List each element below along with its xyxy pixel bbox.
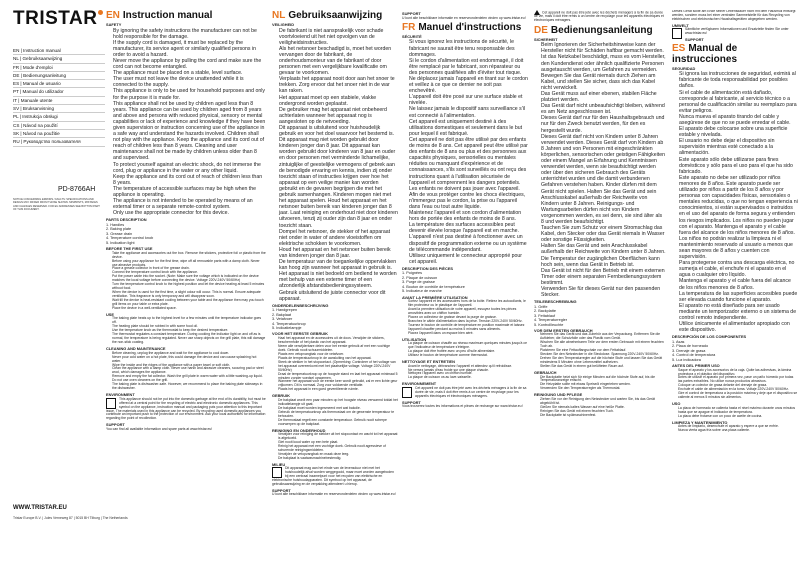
list-item: • This appliance shall not be used by children aged less than 8 years. This appliance can be used by children aged from 8 years and above and persons with reduced physical, sensory or mental capabilities or lack of experience and knowledge if they have been given supervision or instruction concerning use of the appliance in a safe way and understand the hazards involved. Children shall not play with the appliance. Keep the appliance and its cord out of reach of children less than 8 years. Cleaning and user maintenance shall not be made by children unless older than 8 and supervised. xyxy=(113,101,266,162)
es-heading: ES Manual de instrucciones xyxy=(672,42,738,65)
en-parts-heading: PARTS DESCRIPTION xyxy=(106,217,147,223)
list-item: • Coloque un colector de grasa delante del drenaje de grasa. xyxy=(678,384,798,388)
list-item: • Plaats het apparaat in een goed geventileerde ruimte. xyxy=(278,388,398,392)
list-item: • Dieses Gerät darf nicht von Kindern unter 8 Jahren verwendet werden. Dieses Gerät darf von Kindern ab 8 Jahren und von Personen mit eingeschränkten körperlichen, sensorischen oder geistigen Fähigkeiten oder einem Mangel an Erfahrung und Kenntnissen verwendet werden, wenn sie beaufsichtigt werden oder über den sicheren Gebrauch des Geräts unterrichtet wurden und die damit verbundenen Gefahren verstehen haben. Kinder dürfen mit dem Gerät nicht spielen. Halten Sie das Gerät und sein Anschlusskabel außerhalb der Reichweite von Kindern unter 8 Jahren. Reinigungs- und Wartungsarbeiten dürfen nicht von Kindern vorgenommen werden, es sei denn, sie sind älter als 8 und werden beaufsichtigt. xyxy=(541,134,666,225)
nl-support-text: U kunt alle beschikbare informatie en reserveonderdelen vinden op www.tristar.eu! xyxy=(272,492,396,497)
recycle-bin-icon xyxy=(402,387,412,398)
list-item: • Nettoyez l'appareil avec un chiffon humide. xyxy=(408,372,528,376)
list-item: • De fabrikant is niet aansprakelijk voor schade voortvloeiend uit het niet opvolgen van de veiligheidsinstructies. xyxy=(279,28,398,46)
part-item: 3. Fettablauf xyxy=(534,313,556,318)
fr-parts-list xyxy=(402,271,528,293)
es-use-heading: USO xyxy=(672,401,681,407)
nl-safety-list xyxy=(272,28,398,302)
list-item: • The appliance must be placed on a stable, level surface. xyxy=(113,70,266,76)
list-item: • Before using your appliance for the first time, wipe off all removable parts with a damp cloth. Never use abrasive products. xyxy=(112,260,266,268)
en-support-heading: SUPPORT xyxy=(106,422,125,428)
language-entry: PT | Manual do utilizador xyxy=(13,88,105,96)
list-item: • Steek de stekker in het stopcontact. (Opmerking: Controleer of het voltage van het apparaat overeenkomt met het plaatselijke voltage. Voltage 220V-240V 50/60Hz) xyxy=(278,361,398,373)
en-parts-list xyxy=(106,223,266,245)
list-item: • De gebruiker mag het apparaat niet onbeheerd achterlaten wanneer het apparaat nog is aangesloten op de netvoeding. xyxy=(279,107,398,125)
en-safety-heading: SAFETY xyxy=(106,22,122,27)
en-heading: EN Instruction manual xyxy=(106,10,213,21)
fr-cleaning-list xyxy=(402,365,528,381)
fr-cleaning-heading: NETTOYAGE ET ENTRETIEN xyxy=(402,359,455,365)
fr-top-support-heading: SUPPORT xyxy=(402,11,421,16)
list-item: • Utilisez uniquement le connecteur approprié pour cet appareil. xyxy=(409,253,528,265)
nl-use-heading: GEBRUIK xyxy=(272,393,290,399)
de-parts-heading: TEILEBESCHREIBUNG xyxy=(534,299,577,305)
list-item: • La plaque de cuisson va au lave-vaisselle. xyxy=(408,376,528,380)
de-cleaning-heading: REINIGUNG UND PFLEGE xyxy=(534,392,583,398)
en-environment-text: This appliance should not be put into the domestic garbage at the end of its durability, but must be offered at a central point for the recycling of electric and electronic domestic appliances. This symbol on the appliance, instruction manual and packaging puts your attention to this important issue. The materials used in this appliance can be recycled. By recycling used domestic appliances you contribute an important push to the protection of our environment. Ask your local authorities for information regarding the point of recollection. xyxy=(106,396,266,421)
list-item: • Utilisez le bouton de température comme thermostat. xyxy=(408,354,528,358)
nl-before-list xyxy=(272,337,398,392)
fr-before-heading: AVANT LA PREMIÈRE UTILISATION xyxy=(402,294,468,300)
list-item: • Gire el control de temperatura a la posición máxima y deje que el dispositivo se caliente al menos 5 minutos sin alimentos. xyxy=(678,392,798,400)
language-entry: FR | Mode d'emploi xyxy=(13,64,105,72)
de-parts-list xyxy=(534,305,666,327)
list-item: • The baking plate heats up to the highest level for a few minutes until the temperature indicator goes off. xyxy=(112,317,266,325)
es-de-env-text: Dieses Gerät sollte am Ende seiner Lebensdauer nicht mit dem Hausmüll entsorgt werden, sondern muss bei einer zentralen Sammelstelle für das Recycling von elektrischen und elektronischen Haushaltsgeräten abgegeben werden. xyxy=(672,10,796,21)
language-entry: ES | Manual de usuario xyxy=(13,80,105,88)
part-item: 1. Asas xyxy=(672,339,685,344)
part-item: 4. Control de temperatura xyxy=(672,353,716,358)
list-item: • Plaats een vetopvangbak voor de vetafvoer. xyxy=(278,353,398,357)
part-item: 3. Grease drain xyxy=(106,231,133,236)
language-entry: CS | Návod na použití xyxy=(13,122,105,130)
list-item: • Avant le nettoyage, débranchez l'appareil et attendez qu'il refroidisse. xyxy=(408,365,528,369)
de-cleaning-list xyxy=(534,398,666,418)
list-item: • Antes de utilizar el aparato por primera vez, pase un paño húmedo por todas las partes extraíbles. No utilice nunca productos abrasivos. xyxy=(678,376,798,384)
part-item: 4. Temperatuurknop xyxy=(272,321,306,326)
list-item: • Este aparato sólo debe utilizarse para fines domésticos y sólo para el uso para el que ha sido fabricado. xyxy=(679,157,798,175)
list-item: • Drehen Sie den Temperaturregler auf die höchste Stufe und lassen Sie das Gerät mindestens 5 Minuten ohne Lebensmittel aufheizen. xyxy=(540,357,666,365)
list-item: • Plaats de temperatuurknop in de aansluiting van het apparaat. xyxy=(278,357,398,361)
list-item: • L'appareil n'est pas destiné à fonctionner avec un dispositif de programmation externe ou un système de télécommande indépendant. xyxy=(409,234,528,252)
list-item: • Wischen Sie alle abnehmbaren Teile vor dem ersten Gebrauch mit einem feuchten Tuch ab. xyxy=(540,341,666,349)
list-item: • Si ignora las instrucciones de seguridad, eximirá al fabricante de toda responsabilidad por posibles daños. xyxy=(679,71,798,89)
language-entry: SV | Bruksanvisning xyxy=(13,105,105,113)
list-item: • De bakplaat moet worden ingesmeerd met wat bakolie. xyxy=(278,407,398,411)
fr-parts-heading: DESCRIPTION DES PIÈCES xyxy=(402,265,454,271)
list-item: • The temperature of accessible surfaces may be high when the appliance is operating. xyxy=(113,186,266,198)
error-disclaimer: NOTICE CONCERNING ERRORS / FAULTS: SPECIFICATIONS AND DESIGN MAY DIFFER FROM THOSE SHOWN. MISPRINTS, MISTAKES AND CHANGES RESERVED. FOR EU ADDRESSES SEE BOTTOM PART OF THIS DOCUMENT. xyxy=(13,198,100,212)
list-item: • Dieses Gerät darf nur für den Haushaltsgebrauch und nur für den Zweck benutzt werden, für den es hergestellt wurde. xyxy=(541,115,666,133)
de-safety-list xyxy=(534,42,666,298)
es-use-list xyxy=(672,407,798,419)
en-environment-heading: ENVIRONMENT xyxy=(106,392,135,398)
list-item: • Haal het apparaat en de accessoires uit de doos. Verwijder de stickers, beschermfolie of het plastic van het apparaat. xyxy=(278,337,398,345)
language-entry: RU | Руководство пользователя xyxy=(13,138,105,146)
list-item: • By ignoring the safety instructions the manufacturer can not be hold responsible for the damage. xyxy=(113,28,266,40)
list-item: • This appliance is only to be used for household purposes and only for the purpose it is made for. xyxy=(113,88,266,100)
list-item: • To protect yourself against an electric shock, do not immerse the cord, plug or appliance in the water or any other liquid. xyxy=(113,162,266,174)
es-before-heading: ANTES DEL PRIMER USO xyxy=(672,363,720,369)
list-item: • Verplaats het apparaat nooit door aan het snoer te trekken. Zorg ervoor dat het snoer niet in de war kan raken. xyxy=(279,76,398,94)
list-item: • Als het netsnoer beschadigd is, moet het worden vervangen door de fabrikant, de onderhoudsmonteur van de fabrikant of door personen met een vergelijkbare kwalificatie om gevaar te voorkomen. xyxy=(279,46,398,76)
list-item: • Dit apparaat is uitsluitend voor huishoudelijk gebruik en voor het doel waarvoor het bestemd is. xyxy=(279,125,398,137)
list-item: • Maintenez l'appareil et son cordon d'alimentation hors de portée des enfants de moins de 8 ans. xyxy=(409,210,528,222)
model-number: PD-8766AH xyxy=(58,186,96,193)
list-item: • Branchez le câble d'alimentation dans la prise. Tension 220V-240V 50/60Hz. xyxy=(408,320,528,324)
de-support-text: Sämtliche verfügbaren Informationen und Ersatzteile finden Sie unter www.tristar.eu! xyxy=(685,27,789,36)
list-item: • Saque el aparato y los accesorios de la caja. Quite las adhesivas, la lámina protectora o el plástico del dispositivo. xyxy=(678,369,798,377)
part-item: 3. Drenaje de grasa xyxy=(672,348,706,353)
list-item: • La température des surfaces accessibles peut devenir élevée lorsque l'appareil est en marche. xyxy=(409,222,528,234)
de-before-list xyxy=(534,333,666,369)
language-entry: IT | Manuale utente xyxy=(13,97,105,105)
de-environment-heading: UMWELT xyxy=(672,22,689,28)
list-item: • Die Backplatte ist spülmaschinenfest. xyxy=(540,414,666,418)
en-before-heading: BEFORE THE FIRST USE xyxy=(106,246,153,252)
section-nl xyxy=(272,10,398,567)
list-item: • The appliance is not intended to be operated by means of an external timer or a separate remote-control system. xyxy=(113,198,266,210)
fr-safety-list xyxy=(402,39,528,264)
list-item: • Neem alle verwijderbare delen voor het eerste gebruik af met een vochtige doek. Gebruik nooit schuurmiddelen. xyxy=(278,345,398,353)
list-item: • Die Temperatur der zugänglichen Oberflächen kann hoch sein, wenn das Gerät in Betrieb ist. xyxy=(541,256,666,268)
list-item: • Beim Ignorieren der Sicherheitshinweise kann der Hersteller nicht für Schäden haftbar gemacht werden. xyxy=(541,42,666,54)
es-cleaning-list xyxy=(672,425,798,433)
list-item: • Este aparato no debe ser utilizado por niños menores de 8 años. Este aparato puede ser utilizado por niños a partir de los 8 años y por personas con capacidades físicas, sensoriales o mentales reducidas, o que no tengan experiencia ni conocimientos, si están supervisados o instruidos en el uso del aparato de forma segura y entienden los riesgos implicados. Los niños no pueden jugar con el aparato. Mantenga el aparato y el cable fuera del alcance de los niños menores de 8 años. Los niños no podrán realizar la limpieza ni el mantenimiento reservado al usuario a menos que sean mayores de 8 años y cuenten con supervisión. xyxy=(679,175,798,260)
nl-safety-heading: VEILIGHEID xyxy=(272,22,295,27)
list-item: • Ne versez jamais d'eau froide sur une plaque chaude. xyxy=(408,369,528,373)
list-item: • Nunca vierta agua fría sobre una placa caliente. xyxy=(678,429,798,433)
part-item: 4. Temperature control knob xyxy=(106,236,154,241)
nl-parts-heading: ONDERDELENBESCHRIJVING xyxy=(272,302,329,308)
list-item: • Reinigen Sie das Gerät mit einem feuchten Tuch. xyxy=(540,410,666,414)
section-es xyxy=(672,10,798,567)
list-item: • La placa de horneado se calienta hasta el nivel máximo durante unos minutos hasta que se apague el indicador de temperatura. xyxy=(678,407,798,415)
list-item: • Cet appareil est uniquement destiné à des utilisations domestiques et seulement dans le but pour lequel il est fabriqué. xyxy=(409,119,528,137)
list-item: • Antes de limpiarlo, desenchufe el aparato y espere a que se enfríe. xyxy=(678,425,798,429)
list-item: • Tournez le bouton de contrôle de température en position maximale et laissez l'appareil chauffer pendant au moins 5 minutes sans aliments. xyxy=(408,324,528,332)
en-use-heading: USE xyxy=(106,311,114,317)
es-parts-heading: DESCRIPCIÓN DE LOS COMPONENTES xyxy=(672,334,747,340)
list-item: • Place a grease collector in front of the grease drain. xyxy=(112,267,266,271)
en-cleaning-heading: CLEANING AND MAINTENANCE xyxy=(106,346,166,352)
list-item: • El usuario no debe dejar el dispositivo sin supervisión mientras esté conectado a la alimentación. xyxy=(679,138,798,156)
es-before-list xyxy=(672,369,798,401)
nl-cleaning-list xyxy=(272,433,398,461)
list-item: • When the device is used for the first time, a slight odour will occur. This is normal. Ensure adequate ventilation. This fragrance is only temporary and will disappear soon. xyxy=(112,291,266,299)
list-item: • Place the device in a well-ventilated space. xyxy=(112,307,266,311)
es-safety-list xyxy=(672,71,798,333)
fr-use-list xyxy=(402,342,528,358)
part-item: 1. Handgrepen xyxy=(272,308,298,313)
list-item: • El aparato no está diseñado para ser usado mediante un temporizador externo o un sistema de control remoto independiente. xyxy=(679,303,798,321)
list-item: • Houd het apparaat en het netsnoer buiten bereik van kinderen jonger dan 8 jaar. xyxy=(279,247,398,259)
list-item: • The thermostat regulates a constant temperature. During cooking the indicator light on and off as is normal, the temperature is being regulated. Never use sharp objects on the grill plate, this will damage the non-stick coating. xyxy=(112,333,266,345)
list-item: • Tauchen Sie zum Schutz vor einem Stromschlag das Kabel, den Stecker oder das Gerät niemals in Wasser oder sonstige Flüssigkeiten. xyxy=(541,225,666,243)
fr-safety-heading: SÉCURITÉ xyxy=(402,33,422,39)
nl-before-heading: VOOR HET EERSTE GEBRUIK xyxy=(272,331,328,337)
footer-website: WWW.TRISTAR.EU xyxy=(13,505,67,511)
list-item: • The user must not leave the device unattended while it is connected to the supply. xyxy=(113,76,266,88)
part-item: 5. Kontrollleuchte xyxy=(534,322,564,327)
list-item: • Si le cordon d'alimentation est endommagé, il doit être remplacé par le fabricant, son réparateur ou des personnes qualifiées afin d'éviter tout risque. xyxy=(409,58,528,76)
list-item: • Nehmen Sie das Gerät und das Zubehör aus der Verpackung. Entfernen Sie die Aufkleber, die Schutzfolie oder das Plastik vom Gerät. xyxy=(540,333,666,341)
list-item: • Sortez l'appareil et les accessoires hors de la boîte. Retirez les autocollants, le film protecteur ou le plastique de l'appareil. xyxy=(408,300,528,308)
list-item: • Bewegen Sie das Gerät niemals durch Ziehen am Kabel, und stellen Sie sicher, dass sich das Kabel nicht verwickelt. xyxy=(541,73,666,91)
list-item: • Verwijder de vetopvangbak en maak deze leeg. xyxy=(278,453,398,457)
recycle-bin-icon xyxy=(272,467,282,478)
list-item: • The heating plate should be rubbed in with some food oil. xyxy=(112,325,266,329)
list-item: • La plaque doit être frottée avec un peu d'huile alimentaire. xyxy=(408,350,528,354)
en-use-list xyxy=(106,317,266,345)
list-item: • Dit apparaat mag niet worden gebruikt door kinderen jonger dan 8 jaar. Dit apparaat kan worden gebruikt door kinderen van 8 jaar en ouder en door personen met verminderde lichamelijke, zintuiglijke of geestelijke vermogens of gebrek aan de benodigde ervaring en kennis, indien zij onder toezicht staan of instructies krijgen over hoe het apparaat op een veilige manier kan worden gebruikt en de gevaren begrijpen die met het gebruik samenhangen. Kinderen mogen niet met het apparaat spelen. Houd het apparaat en het netsnoer buiten bereik van kinderen jonger dan 8 jaar. Laat reiniging en onderhoud niet door kinderen uitvoeren, tenzij zij ouder zijn dan 8 jaar en onder toezicht staan. xyxy=(279,137,398,228)
list-item: • Halten Sie das Gerät und sein Anschlusskabel außerhalb der Reichweite von Kindern unter 8 Jahren. xyxy=(541,243,666,255)
section-de xyxy=(534,10,666,567)
en-safety-list xyxy=(106,28,266,217)
recycle-bin-icon xyxy=(106,398,116,409)
part-item: 5. Indicateur de marche xyxy=(402,289,442,294)
language-entry: SK | Návod na použitie xyxy=(13,130,105,138)
list-item: • Het apparaat moet op een stabiele, vlakke ondergrond worden geplaatst. xyxy=(279,95,398,107)
section-en xyxy=(106,10,266,567)
list-item: • Mantenga el aparato y el cable fuera del alcance de los niños menores de 8 años. xyxy=(679,278,798,290)
list-item: • Das Gerät darf nicht unbeaufsichtigt bleiben, während es am Netz angeschlossen ist. xyxy=(541,103,666,115)
list-item: • Never move the appliance by pulling the cord and make sure the cord can not become entangled. xyxy=(113,58,266,70)
list-item: • Placez l'appareil dans un espace bien aéré. xyxy=(408,332,528,336)
part-item: 1. Handles xyxy=(106,222,125,227)
language-entry: DE | Bedienungsanleitung xyxy=(13,72,105,80)
list-item: • Das Gerät ist nicht für den Betrieb mit einem externen Timer oder einem separaten Fernbedienungssystem bestimmt. xyxy=(541,268,666,286)
list-item: • Enchufe el cable de alimentación en la toma. Voltaje 220V-240V 50/60Hz. xyxy=(678,388,798,392)
section-fr xyxy=(402,10,528,567)
list-item: • Ziehen Sie vor der Reinigung den Netzstecker und warten Sie, bis das Gerät abgekühlt ist. xyxy=(540,398,666,406)
list-item: • Dompel het netsnoer, de stekker of het apparaat niet onder in water of andere vloeistoffen om elektrische schokken te voorkomen. xyxy=(279,229,398,247)
list-item: • Ne déplacez jamais l'appareil en tirant sur le cordon et veillez à ce que ce dernier ne soit pas enchevêtré. xyxy=(409,76,528,94)
nl-support-heading: SUPPORT xyxy=(272,487,291,493)
list-item: • Use the temperature knob as the thermostat to keep the desired temperature. xyxy=(112,329,266,333)
fr-environment-heading: ENVIRONNEMENT xyxy=(402,381,437,387)
footer-address: Tristar Europe B.V. | Jules Verneweg 87 | 5015 BH Tilburg | The Netherlands xyxy=(13,516,128,520)
de-env-intro: Cet appareil ne doit pas être jeté avec les déchets ménagers à la fin de sa durée de vie, mais il doit être remis à un centre de recyclage pour les appareils électriques et électroniques ménagers. xyxy=(534,10,664,23)
de-use-heading: GEBRAUCH xyxy=(534,370,557,376)
de-safety-heading: SICHERHEIT xyxy=(534,36,558,42)
de-heading: DE Bedienungsanleitung xyxy=(534,24,653,36)
list-item: • De bakplaat is vaatwasmachinebestendig. xyxy=(278,457,398,461)
list-item: • Afin de vous protéger contre les chocs électriques, n'immergez pas le cordon, la prise ou l'appareil dans l'eau ou tout autre liquide. xyxy=(409,192,528,210)
list-item: • Do not use oven cleaners on the grill. xyxy=(112,379,266,383)
list-item: • Never pour cold water on a hot plate, this could damage the device and can cause splashing hot water. xyxy=(112,356,266,364)
list-item: • Gebruik uitsluitend de juiste connector voor dit apparaat. xyxy=(279,290,398,302)
language-entry: EN | Instruction manual xyxy=(13,47,105,55)
en-before-list xyxy=(106,252,266,311)
list-item: • Gießen Sie niemals kaltes Wasser auf eine heiße Platte. xyxy=(540,406,666,410)
list-item: • Het apparaat is niet bedoeld om bediend te worden met behulp van een externe timer of een afzonderlijk afstandsbedieningssysteem. xyxy=(279,271,398,289)
list-item: • Remove and empty the fat collector. Wash the grill plate in warm water with a little washing-up liquid. xyxy=(112,375,266,379)
list-item: • Die Backplatte heizt sich für einige Minuten auf die höchste Stufe auf, bis die Temperaturanzeige erlischt. xyxy=(540,376,666,384)
list-item: • Only use the appropriate connector for this device. xyxy=(113,210,266,216)
list-item: • Reinig het apparaat met een vochtige doek. Gebruik nooit agressieve of schurende reinigingsmiddelen. xyxy=(278,445,398,453)
en-cleaning-list xyxy=(106,352,266,392)
list-item: • Draai de temperatuurknop op de hoogste stand en laat het apparaat minimaal 5 minuten zonder voedsel opwarmen. xyxy=(278,373,398,381)
list-item: • Before cleaning, unplug the appliance and wait for the appliance to cool down. xyxy=(112,352,266,356)
list-item: • Verwenden Sie den Temperaturregler als Thermostat. xyxy=(540,387,666,391)
list-item: • De thermostaat regelt een constante temperatuur. Gebruik nooit scherpe voorwerpen op de bakplaat. xyxy=(278,419,398,427)
list-item: • Gebruik de temperatuurknop als thermostaat om de gewenste temperatuur te behouden. xyxy=(278,411,398,419)
fr-environment-text: Cet appareil ne doit pas être jeté avec les déchets ménagers à la fin de sa durée de vie, mais il doit être remis à un centre de recyclage pour les appareils électriques et électroniques ménagers. xyxy=(415,385,527,398)
list-item: • Put the power cable into the socket. (Note: Make sure the voltage which is indicated on the device matches the local voltage before connecting the device. Voltage 220V-240V 50/60Hz) xyxy=(112,275,266,283)
list-item: • The baking plate is dishwasher-safe. However, we recommend to place the baking plate sideways in the dishwasher. xyxy=(112,383,266,391)
part-item: 4. Temperaturregler xyxy=(534,318,568,323)
list-item: • Si el cable de alimentación está dañado, corresponde al fabricante, al servicio técnico o a personal de cualificación similar su reemplazo para evitar peligros. xyxy=(679,90,798,114)
list-item: • Connect the temperature control knob with the appliance. xyxy=(112,271,266,275)
nl-heading: NL Gebruiksaanwijzing xyxy=(272,10,383,21)
list-item: • Si vous ignorez les instructions de sécurité, le fabricant ne saurait être tenu responsable des dommages. xyxy=(409,39,528,57)
list-item: • Cet appareil ne doit pas être utilisé par des enfants de moins de 8 ans. Cet appareil peut être utilisé par des enfants de 8 ans ou plus et des personnes aux capacités physiques, sensorielles ou mentales réduites ou manquant d'expérience et de connaissances, s'ils sont surveillés ou ont reçu des instructions quant à l'utilisation sécurisée de l'appareil et comprennent les dangers potentiels. Les enfants ne doivent pas jouer avec l'appareil. xyxy=(409,137,528,192)
list-item: • Giet nooit koud water op een hete plaat. xyxy=(278,441,398,445)
list-item: • Stecken Sie den Netzstecker in die Steckdose. Spannung 220V-240V 50/60Hz. xyxy=(540,353,666,357)
fr-use-heading: UTILISATION xyxy=(402,336,427,342)
language-index xyxy=(13,47,105,147)
list-item: • Utilice únicamente el alimentador apropiado con este dispositivo. xyxy=(679,321,798,333)
part-item: 2. Plaque de cuisson xyxy=(402,275,438,280)
list-item: • Ist das Netzkabel beschädigt, muss es vom Hersteller, den Kundendienst oder ähnlich qualifizierte Personen ausgetauscht werden, um Gefahren zu vermeiden. xyxy=(541,54,666,72)
language-entry: NL | Gebruiksaanwijzing xyxy=(13,55,105,63)
list-item: • Placez un collecteur de graisse devant la purge de graisse. xyxy=(408,316,528,320)
part-item: 2. Bakplaat xyxy=(272,312,291,317)
es-cleaning-heading: LIMPIEZA Y MANTENIMIENTO xyxy=(672,419,728,425)
list-item: • Verwenden Sie für dieses Gerät nur den passenden Stecker. xyxy=(541,286,666,298)
list-item: • Die Heizplatte sollte mit etwas Speiseöl eingerieben werden. xyxy=(540,383,666,387)
list-item: • If the supply cord is damaged, it must be replaced by the manufacturer, its service agent or similarly qualified persons in order to avoid a hazard. xyxy=(113,40,266,58)
list-item: • La placa debe frotarse con un poco de aceite de cocina. xyxy=(678,415,798,419)
list-item: • Das Gerät muss auf einer ebenen, stabilen Fläche platziert werden. xyxy=(541,91,666,103)
list-item: • Turn the temperature control knob to the highest position and let the device heating at least 5 minutes without food. xyxy=(112,283,266,291)
de-support-heading: SUPPORT xyxy=(685,37,704,43)
fr-heading: FR Manuel d'instructions xyxy=(402,21,522,33)
list-item: • De bakplaat wordt een paar minuten op het hoogste niveau verwarmd totdat het indicatielampje uit gaat. xyxy=(278,399,398,407)
part-item: 2. Placa de horneado xyxy=(672,344,709,349)
recycle-bin-icon xyxy=(672,28,682,39)
nl-parts-list xyxy=(272,308,398,330)
de-before-heading: VOR DEM ERSTEN GEBRAUCH xyxy=(534,327,593,333)
list-item: • Clean the appliance with a damp cloth. Never use harsh and abrasive cleaners, scouring pad or steel wool, which damages the appliance. xyxy=(112,367,266,375)
es-safety-heading: SEGURIDAD xyxy=(672,65,696,71)
list-item: • Ne laissez jamais le dispositif sans surveillance s'il est connecté à l'alimentation. xyxy=(409,106,528,118)
list-item: • Wait till the device is heat-resistant cooling between your table and the appliance then may you touch grill items on your table or extra plate. xyxy=(112,299,266,307)
list-item: • Platzieren Sie eine Fettauffangschale vor dem Fettablauf. xyxy=(540,349,666,353)
tristar-logo: TRISTAR xyxy=(13,8,103,30)
language-entry: PL | Instrukcja obsługi xyxy=(13,113,105,121)
logo-dot-icon xyxy=(98,10,103,15)
part-item: 2. Backplatte xyxy=(534,309,556,314)
es-parts-list xyxy=(672,340,798,362)
list-item: • La plaque de cuisson chauffe au niveau maximum quelques minutes jusqu'à ce que l'indicateur de température s'éteigne. xyxy=(408,342,528,350)
list-item: • Avant la première utilisation de votre appareil, essuyez toutes les pièces amovibles avec un chiffon humide. xyxy=(408,308,528,316)
fr-support-heading: SUPPORT xyxy=(402,399,421,405)
part-item: 2. Baking plate xyxy=(106,227,132,232)
list-item: • Nunca mueva el aparato tirando del cable y asegúrese de que no se puede enredar el cable. xyxy=(679,114,798,126)
list-item: • Para protegerse contra una descarga eléctrica, no sumerja el cable, el enchufe ni el aparato en el agua o cualquier otro líquido. xyxy=(679,260,798,278)
part-item: 5. Indication light xyxy=(106,240,135,245)
fr-before-list xyxy=(402,300,528,336)
nl-cleaning-heading: REINIGING EN ONDERHOUD xyxy=(272,427,326,433)
list-item: • L'appareil doit être posé sur une surface stable et nivelée. xyxy=(409,94,528,106)
part-item: 4. Bouton de contrôle de température xyxy=(402,284,465,289)
list-item: • Verwijder voor reiniging de stekker uit het stopcontact en wacht tot het apparaat is afgekoeld. xyxy=(278,433,398,441)
list-item: • La temperatura de las superficies accesibles puede ser elevada cuando funcione el aparato. xyxy=(679,291,798,303)
nl-use-list xyxy=(272,399,398,427)
en-support-text: You can find all available information and spare parts at www.tristar.eu! xyxy=(106,426,213,431)
nl-environment-text: Dit apparaat mag aan het einde van de levensduur niet met het huishoudelijk afval worden weggegooid, maar moet worden aangeboden bij een centraal inzamelpunt voor het recyclen van elektrische en elektronische huishoudapparaten. Dit symbool op het apparaat, de gebruiksaanwijzing en de verpakking attendeert u hierop. xyxy=(272,466,394,486)
nl-environment-heading: MILIEU xyxy=(272,461,286,467)
part-item: 5. Luz indicadora xyxy=(672,357,701,362)
list-item: • El aparato debe colocarse sobre una superficie estable y nivelada. xyxy=(679,126,798,138)
part-item: 1. Poignées xyxy=(402,271,423,276)
list-item: • De temperatuur van de toegankelijke oppervlakken kan hoog zijn wanneer het apparaat in gebruik is. xyxy=(279,259,398,271)
list-item: • Wipe the inside and the ridges of the appliance with a paper towel or soft cloth. xyxy=(112,364,266,368)
list-item: • Stellen Sie das Gerät in einem gut belüfteten Raum auf. xyxy=(540,365,666,369)
list-item: • Wanneer het apparaat voor de eerste keer wordt gebruikt, zal er een lichte geur vrijkomen. Dit is normaal. Zorg voor voldoende ventilatie. xyxy=(278,380,398,388)
fr-top-support-text: U kunt alle beschikbare informatie en reserveonderdelen vinden op www.tristar.eu! xyxy=(402,15,526,20)
de-use-list xyxy=(534,376,666,392)
part-item: 3. Vetafvoer xyxy=(272,317,293,322)
part-item: 3. Purge de graisse xyxy=(402,280,435,285)
list-item: • Take the appliance and accessories out the box. Remove the stickers, protective foil or plastic from the device. xyxy=(112,252,266,260)
fr-support-text: Vous trouverez toutes les informations et pièces de rechange sur www.tristar.eu ! xyxy=(402,404,524,409)
part-item: 1. Griffe xyxy=(534,304,548,309)
part-item: 5. Indicatielampje xyxy=(272,326,302,331)
list-item: • Keep the appliance and its cord out of reach of children less than 8 years. xyxy=(113,174,266,186)
